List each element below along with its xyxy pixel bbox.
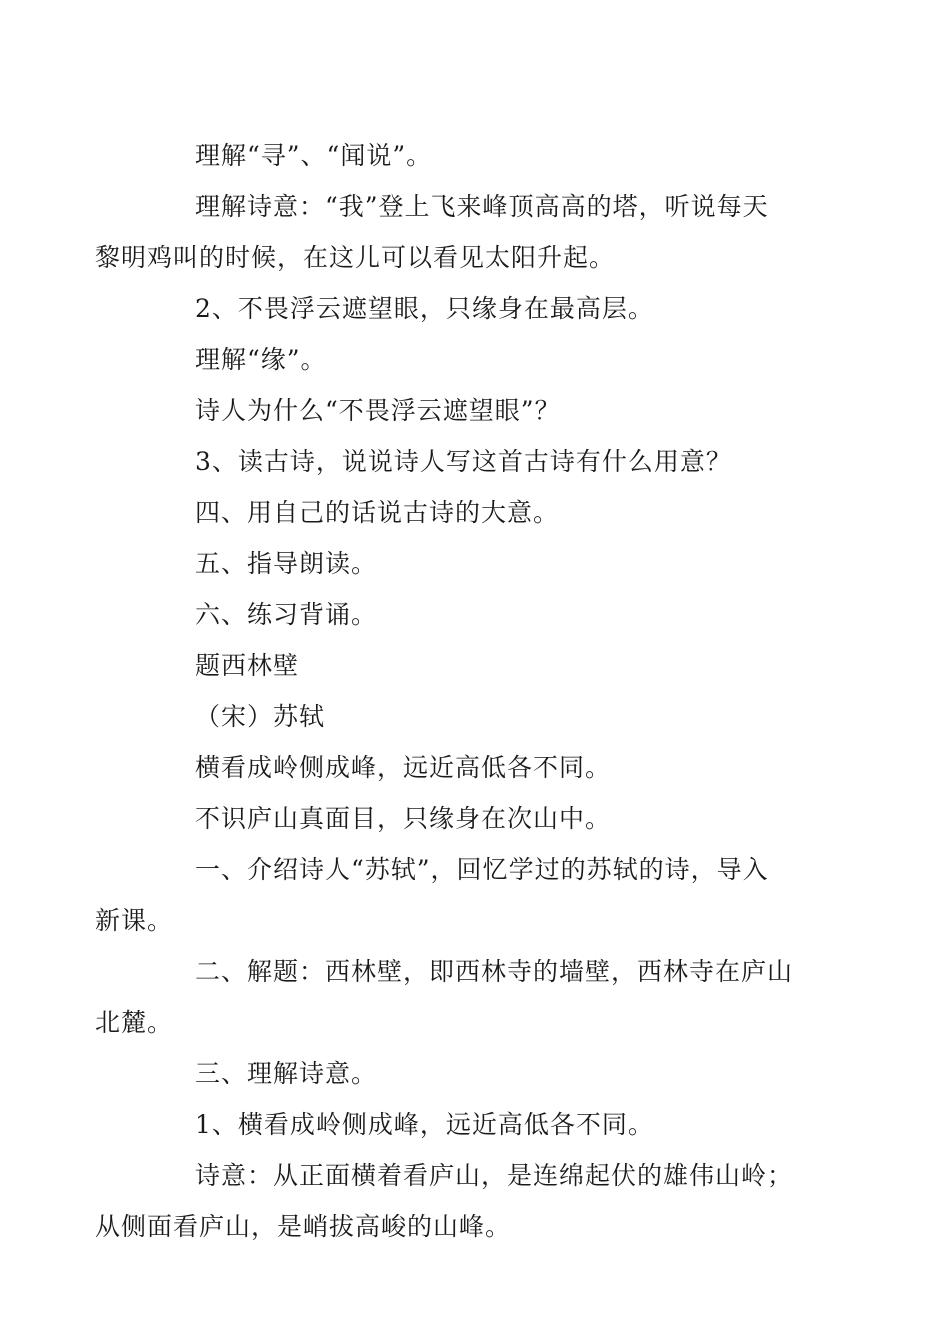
text-line: （宋）苏轼 <box>195 702 326 731</box>
text-line: 新课。 <box>95 906 174 935</box>
text-line: 3、读古诗，说说诗人写这首古诗有什么用意？ <box>195 447 732 476</box>
text-line: 北麓。 <box>95 1008 174 1037</box>
text-line: 二、解题：西林壁，即西林寺的墙壁，西林寺在庐山 <box>195 957 794 986</box>
text-line: 理解“寻”、“闻说”。 <box>195 141 433 170</box>
paragraph <box>95 1150 810 1252</box>
paragraph <box>145 589 810 640</box>
text-line: 不识庐山真面目，只缘身在次山中。 <box>195 804 612 833</box>
document-page <box>95 130 810 1252</box>
text-line: 五、指导朗读。 <box>195 549 378 578</box>
text-line: 诗人为什么“不畏浮云遮望眼”？ <box>195 396 561 425</box>
paragraph <box>145 436 810 487</box>
text-line: 1、横看成岭侧成峰，远近高低各不同。 <box>195 1110 654 1139</box>
paragraph <box>145 1099 810 1150</box>
text-line: 三、理解诗意。 <box>195 1059 378 1088</box>
paragraph <box>145 283 810 334</box>
text-line: 理解“缘”。 <box>195 345 327 374</box>
paragraph <box>145 130 810 181</box>
text-line: 从侧面看庐山，是峭拔高峻的山峰。 <box>95 1212 512 1241</box>
text-line: 题西林壁 <box>195 651 300 680</box>
poem-line <box>145 793 810 844</box>
poem-title <box>145 640 810 691</box>
text-line: 黎明鸡叫的时候，在这儿可以看见太阳升起。 <box>95 243 616 272</box>
paragraph <box>95 844 810 946</box>
poem-line <box>145 742 810 793</box>
text-line: 诗意：从正面横着看庐山，是连绵起伏的雄伟山岭； <box>195 1161 794 1190</box>
paragraph <box>145 1048 810 1099</box>
paragraph <box>145 538 810 589</box>
paragraph <box>95 946 810 1048</box>
text-line: 理解诗意：“我”登上飞来峰顶高高的塔，听说每天 <box>195 192 769 221</box>
paragraph <box>145 487 810 538</box>
paragraph <box>145 334 810 385</box>
paragraph <box>145 385 810 436</box>
text-line: 四、用自己的话说古诗的大意。 <box>195 498 560 527</box>
text-line: 一、介绍诗人“苏轼”，回忆学过的苏轼的诗，导入 <box>195 855 769 884</box>
text-line: 2、不畏浮云遮望眼，只缘身在最高层。 <box>195 294 654 323</box>
paragraph <box>95 181 810 283</box>
poem-author <box>145 691 810 742</box>
text-line: 六、练习背诵。 <box>195 600 378 629</box>
text-line: 横看成岭侧成峰，远近高低各不同。 <box>195 753 612 782</box>
